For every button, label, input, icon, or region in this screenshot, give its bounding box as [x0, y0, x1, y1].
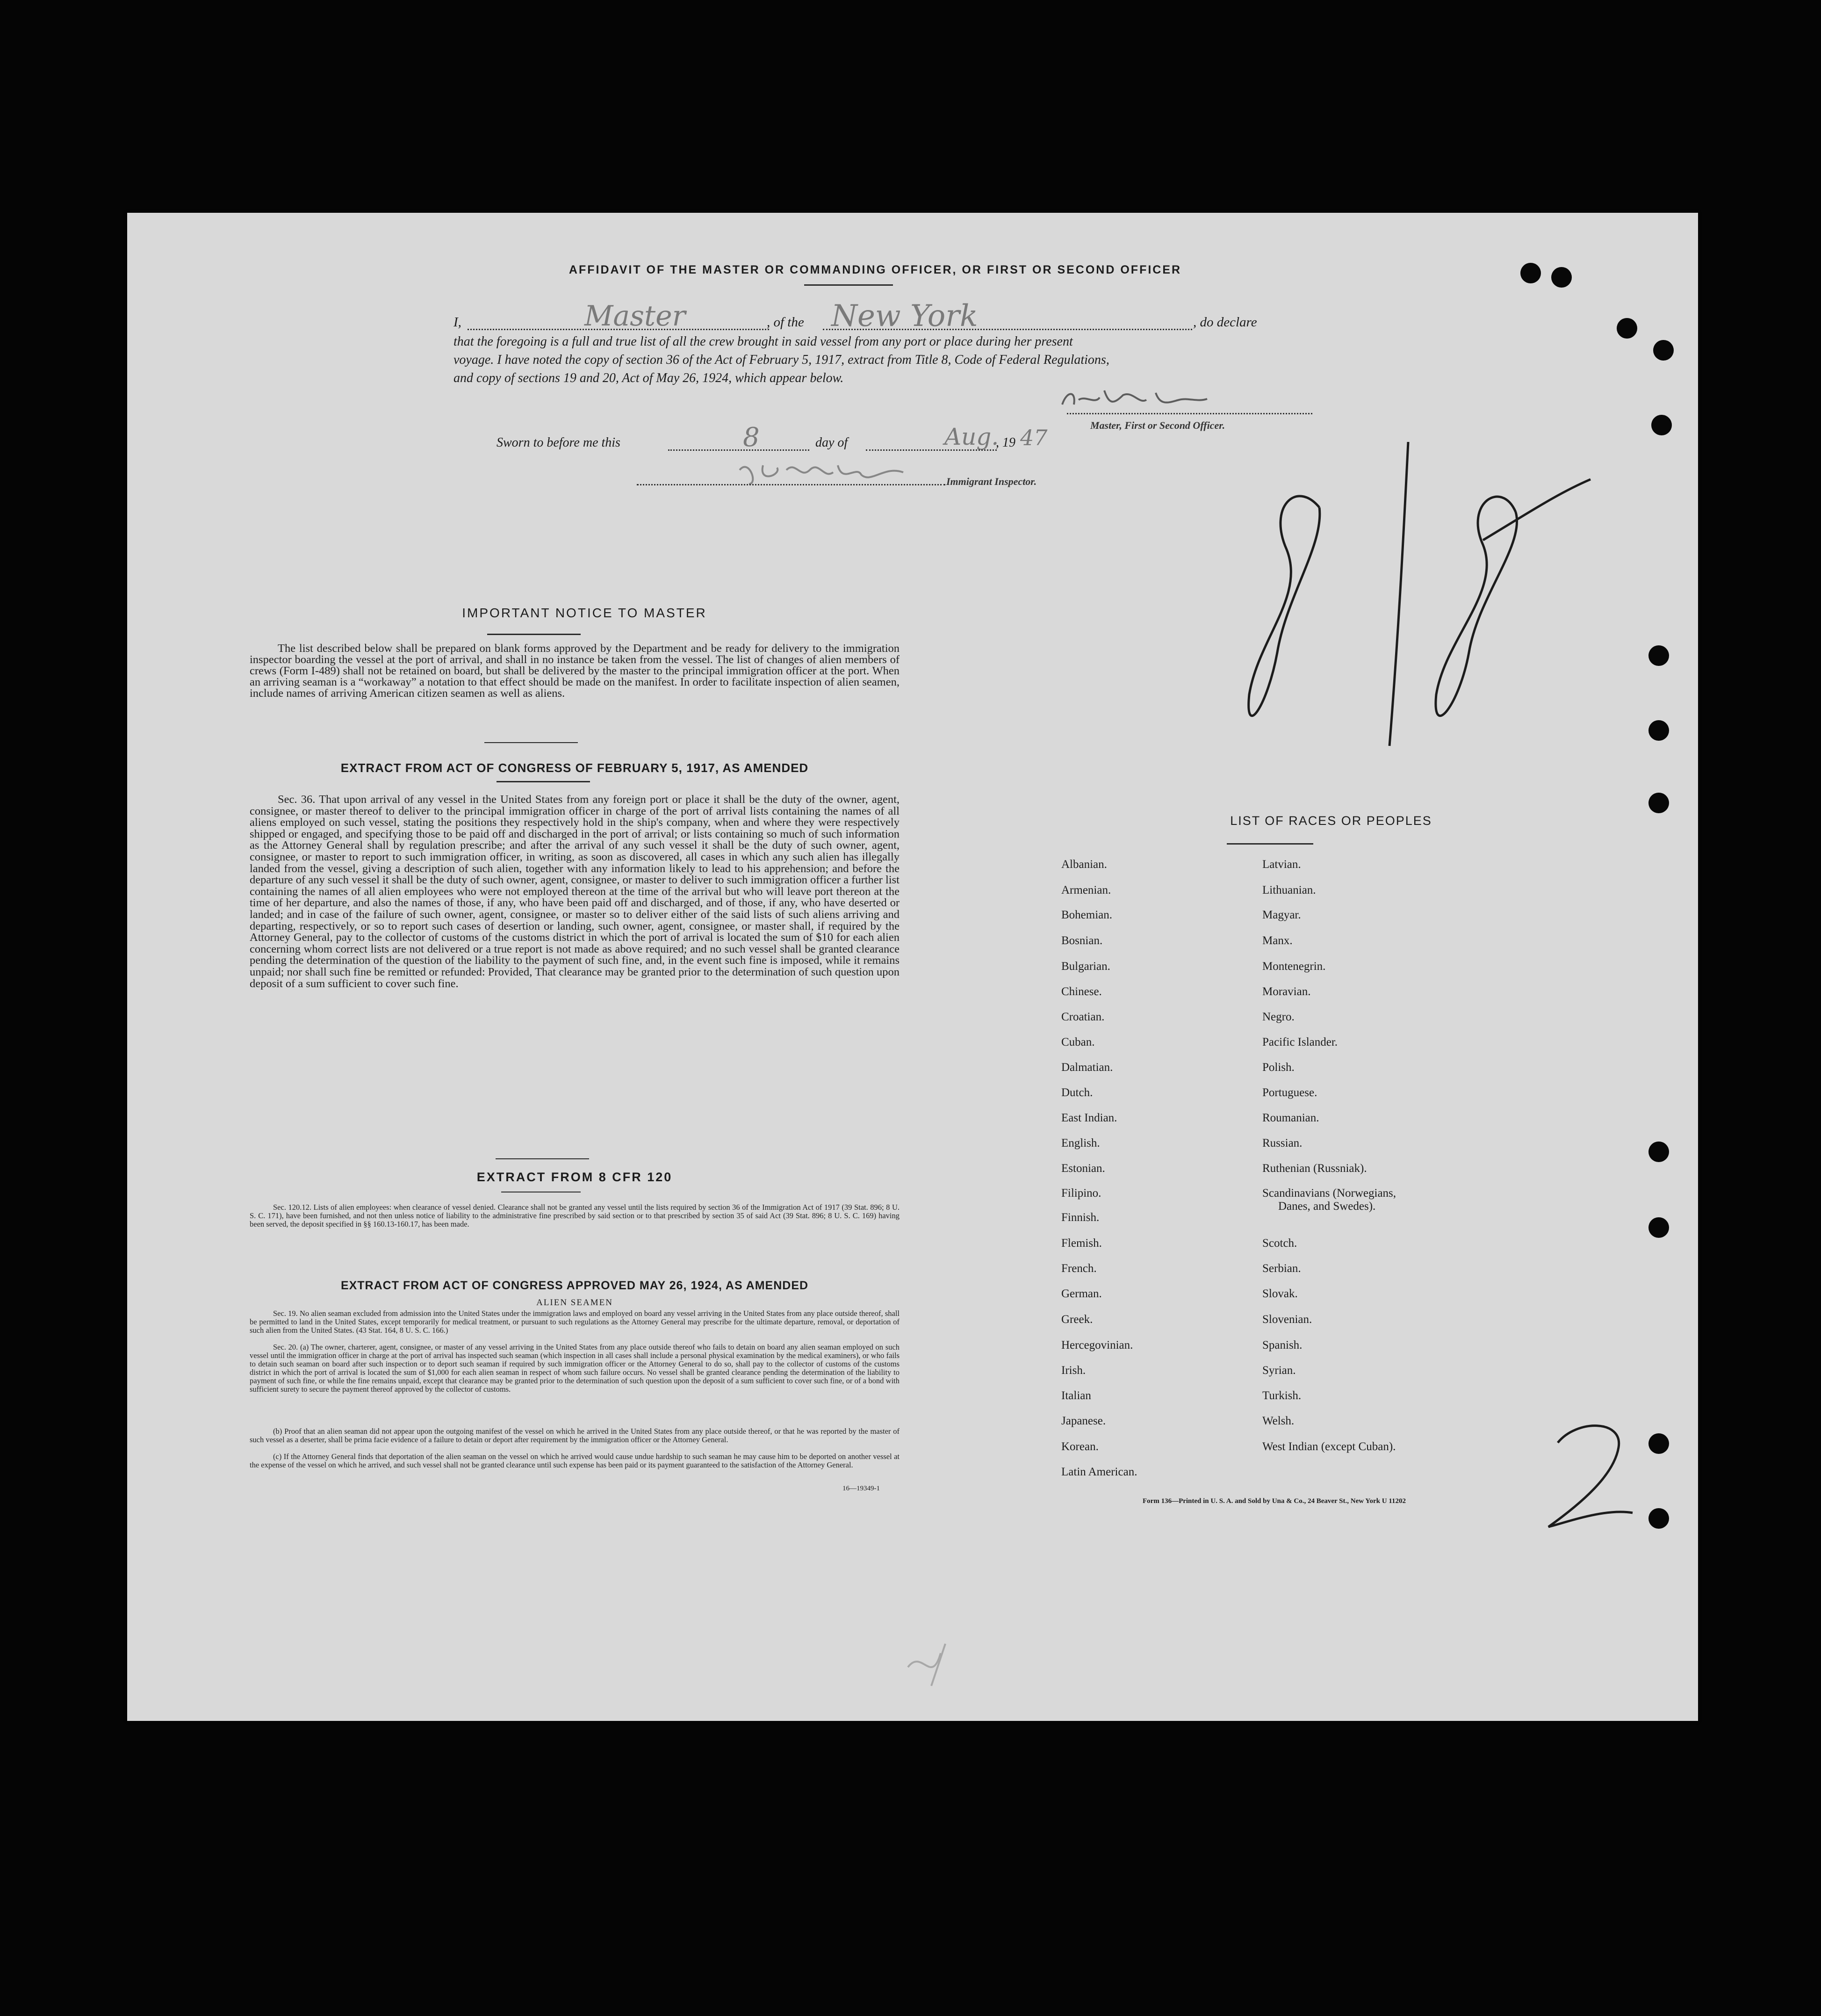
race-item: English.: [1061, 1137, 1100, 1149]
affidavit-line-2: that the foregoing is a full and true list of all the crew brought in said vessel from any port or place during her present: [453, 334, 1073, 349]
race-item: Ruthenian (Russniak).: [1262, 1162, 1367, 1175]
race-item: Bosnian.: [1061, 934, 1103, 947]
document-page: [127, 213, 1698, 1721]
punch-hole: [1648, 1217, 1669, 1238]
signer-caption: Master, First or Second Officer.: [1090, 419, 1225, 431]
act-1924-sec20c: (c) If the Attorney General finds that deportation of the alien seaman on the vessel on which he arrived would cause undue hardship to such seaman he may cause him to be deported on another vessel at the expense of the vessel on which he arrived, and such vessel shall not be granted clearance until such expense has been paid or its payment guaranteed to the satisfaction of the Attorney General.: [250, 1452, 900, 1469]
race-item: Welsh.: [1262, 1415, 1295, 1427]
race-item: Scotch.: [1262, 1237, 1297, 1250]
race-item: Hercegovinian.: [1061, 1339, 1133, 1351]
race-item: Roumanian.: [1262, 1112, 1319, 1124]
punch-hole: [1551, 267, 1572, 288]
year-prefix: , 19: [996, 435, 1015, 450]
vessel-handwritten: New York: [831, 299, 978, 333]
master-signature: [1058, 386, 1212, 414]
race-item: French.: [1061, 1262, 1097, 1275]
race-item: Pacific Islander.: [1262, 1036, 1338, 1048]
race-item: West Indian (except Cuban).: [1262, 1440, 1396, 1453]
punch-hole: [1648, 720, 1669, 741]
race-item: Portuguese.: [1262, 1086, 1317, 1099]
act-1917-title: EXTRACT FROM ACT OF CONGRESS OF FEBRUARY 5, 1917, AS AMENDED: [340, 761, 809, 775]
race-item: Chinese.: [1061, 985, 1102, 998]
inspector-caption: Immigrant Inspector.: [946, 476, 1037, 487]
act-1917-rule: [497, 781, 590, 782]
race-item: Danes, and Swedes).: [1278, 1200, 1376, 1213]
title-rule: [804, 284, 893, 286]
affidavit-line-1: [453, 299, 1454, 333]
i-label: I,: [453, 315, 461, 330]
race-item: Flemish.: [1061, 1237, 1102, 1250]
punch-hole: [1617, 318, 1637, 339]
punch-hole: [1648, 1433, 1669, 1454]
race-item: Montenegrin.: [1262, 960, 1326, 973]
race-item: Korean.: [1061, 1440, 1099, 1453]
affidavit-line-3: voyage. I have noted the copy of section 36 of the Act of February 5, 1917, extract from Title 8, Code of Federal Regulations,: [453, 353, 1109, 367]
race-item: German.: [1061, 1287, 1102, 1300]
race-item: Serbian.: [1262, 1262, 1301, 1275]
act-1924-sec20b: (b) Proof that an alien seaman did not appear upon the outgoing manifest of the vessel on which he arrived in the United States from any place outside thereof, or that he was reported by the master of such vessel as a deserter, shall be prima facie evidence of a failure to detain or deport after requirement by the immigration officer or the Attorney General.: [250, 1427, 900, 1444]
race-item: Albanian.: [1061, 858, 1107, 871]
race-item: Bulgarian.: [1061, 960, 1110, 973]
notice-end-rule: [484, 742, 578, 743]
printer-footer: Form 136—Printed in U. S. A. and Sold by Una & Co., 24 Beaver St., New York U 11202: [1143, 1497, 1406, 1505]
race-item: Polish.: [1262, 1061, 1295, 1074]
day-label: day of: [815, 435, 848, 450]
race-item: Slovak.: [1262, 1287, 1298, 1300]
race-item: Dalmatian.: [1061, 1061, 1113, 1074]
month-handwritten: Aug.: [944, 423, 999, 450]
handwritten-page-number: [1539, 1415, 1637, 1536]
handwritten-date-mark: [1202, 442, 1614, 797]
race-item: Moravian.: [1262, 985, 1311, 998]
races-title: LIST OF RACES OR PEOPLES: [1230, 814, 1432, 828]
cfr-title: EXTRACT FROM 8 CFR 120: [476, 1170, 673, 1184]
race-item: Filipino.: [1061, 1187, 1101, 1199]
act-1924-sec20a: Sec. 20. (a) The owner, charterer, agent, consignee, or master of any vessel arriving in the United States from any place outside thereof who fails to detain on board any alien seaman employed on such vessel until the immigration officer in charge at the port of arrival has inspected such seaman (which inspection in all cases shall include a personal physical examination by the medical examiners), or who fails to detain such seaman on board after such inspection or to deport such seaman if required by such immigration officer or the Attorney General to do so, shall pay to the collector of customs of the customs district in which the port of arrival is located the sum of $1,000 for each alien seaman in respect of whom such failure occurs. No vessel shall be granted clearance pending the determination of the liability to payment of such fine, or while the fine remains unpaid, except that clearance may be granted prior to the determination of such question upon the deposit of a sum sufficient to cover such fine, or of a bond with sufficient surety to secure the payment thereof approved by the collector of customs.: [250, 1343, 900, 1394]
year-handwritten: 47: [1020, 425, 1048, 450]
race-item: Turkish.: [1262, 1389, 1302, 1402]
race-item: Scandinavians (Norwegians,: [1262, 1187, 1396, 1199]
act-1924-sec19: Sec. 19. No alien seaman excluded from admission into the United States under the immigration laws and employed on board any vessel arriving in the United States from any place outside thereof, shall be permitted to land in the United States, except temporarily for medical treatment, or pursuant to such regulations as the Attorney General may prescribe for the ultimate departure, removal, or deportation of such alien from the United States. (43 Stat. 164, 8 U. S. C. 166.): [250, 1309, 900, 1335]
act-1924-subtitle: ALIEN SEAMEN: [536, 1298, 613, 1308]
notice-text: The list described below shall be prepared on blank forms approved by the Department and be ready for delivery to the immigration inspector boarding the vessel at the port of arrival, and shall in no instance be taken from the vessel. The list of changes of alien members of crews (Form I-489) shall not be retained on board, but shall be delivered by the master to the principal immigration officer at the port. When an arriving seaman is a “workaway” a notation to that effect should be made on the manifest. In order to facilitate inspection of alien seamen, include names of arriving American citizen seamen as well as aliens.: [250, 642, 900, 700]
races-rule: [1227, 843, 1313, 845]
punch-hole: [1648, 793, 1669, 813]
day-handwritten: 8: [743, 422, 760, 453]
race-item: Negro.: [1262, 1011, 1295, 1023]
punch-hole: [1648, 1508, 1669, 1529]
race-item: Finnish.: [1061, 1211, 1100, 1224]
race-item: Estonian.: [1061, 1162, 1105, 1175]
race-item: Cuban.: [1061, 1036, 1095, 1048]
affidavit-title: AFFIDAVIT OF THE MASTER OR COMMANDING OFFICER, OR FIRST OR SECOND OFFICER: [569, 263, 1182, 276]
race-item: Irish.: [1061, 1364, 1086, 1377]
capacity-handwritten: Master: [584, 300, 686, 332]
race-item: Syrian.: [1262, 1364, 1296, 1377]
race-item: Japanese.: [1061, 1415, 1106, 1427]
race-item: Lithuanian.: [1262, 884, 1316, 896]
form-code: 16—19349-1: [842, 1485, 880, 1492]
signature-line: [1067, 413, 1312, 414]
sworn-line: [497, 422, 1104, 453]
race-item: Spanish.: [1262, 1339, 1303, 1351]
race-item: Magyar.: [1262, 909, 1301, 921]
act-1917-text: Sec. 36. That upon arrival of any vessel in the United States from any foreign port or place it shall be the duty of the owner, agent, consignee, or master thereof to deliver to the principal immigration officer in charge of the port of arrival lists containing the names of all aliens employed on such vessel, stating the positions they respectively hold in the ship's company, when and where they were respectively shipped or engaged, and specifying those to be paid off and discharged in the port of arrival; or lists containing so much of such information as the Attorney General shall by regulation prescribe; and after the arrival of any such vessel it shall be the duty of such owner, agent, consignee, or master to report to such immigration officer, in writing, as soon as discovered, all cases in which any such alien has illegally landed from the vessel, giving a description of such alien, together with any information likely to lead to his apprehension; and before the departure of any such vessel it shall be the duty of such owner, agent, consignee, or master to deliver to such immigration officer a further list containing the names of all alien employees who were not employed thereon at the time of the arrival but who will leave port thereon at the time of her departure, and also the names of those, if any, who have been paid off and discharged, and of those, if any, who have deserted or landed; and in case of the failure of such owner, agent, consignee, or master so to deliver either of the said lists of such aliens arriving and departing, respectively, or so to report such cases of desertion or landing, such owner, agent, consignee, or master shall, if required by the Attorney General, pay to the collector of customs of the customs district in which the port of arrival is located the sum of $10 for each alien concerning whom correct lists are not delivered or a true report is not made as above required; and no such vessel shall be granted clearance pending the determination of the question of the liability to the payment of such fine, and, in the event such fine is imposed, while it remains unpaid; nor shall such fine be remitted or refunded: Provided, That clearance may be granted prior to the determination of such question upon deposit of a sum sufficient to cover such fine.: [250, 793, 900, 990]
race-item: Latin American.: [1061, 1466, 1137, 1478]
punch-hole: [1520, 263, 1541, 283]
race-item: Russian.: [1262, 1137, 1303, 1149]
of-the-label: , of the: [767, 315, 804, 330]
faint-mark: [899, 1639, 964, 1691]
race-item: Bohemian.: [1061, 909, 1113, 921]
race-item: Italian: [1061, 1389, 1091, 1402]
sworn-label: Sworn to before me this: [497, 435, 620, 450]
punch-hole: [1648, 645, 1669, 666]
declare-label: , do declare: [1193, 315, 1257, 330]
race-item: Armenian.: [1061, 884, 1111, 896]
punch-hole: [1648, 1142, 1669, 1162]
affidavit-line-4: and copy of sections 19 and 20, Act of May 26, 1924, which appear below.: [453, 371, 844, 385]
inspector-line: [637, 484, 945, 485]
race-item: Dutch.: [1061, 1086, 1093, 1099]
cfr-text: Sec. 120.12. Lists of alien employees: when clearance of vessel denied. Clearance shall not be granted any vessel until the lists required by section 36 of the Immigration Act of 1917 (39 Stat. 896; 8 U. S. C. 171), have been furnished, and not then unless notice of liability to the administrative fine prescribed by said section or to that prescribed by section 35 of said Act (39 Stat. 896; 8 U. S. C. 169) having been served, the deposit specified in §§ 160.13-160.17, has been made.: [250, 1203, 900, 1228]
race-item: Slovenian.: [1262, 1313, 1312, 1326]
race-item: Croatian.: [1061, 1011, 1105, 1023]
act-1924-title: EXTRACT FROM ACT OF CONGRESS APPROVED MAY 26, 1924, AS AMENDED: [340, 1279, 809, 1292]
day-field: [668, 449, 809, 451]
notice-rule: [487, 634, 581, 635]
notice-title: IMPORTANT NOTICE TO MASTER: [462, 606, 707, 620]
race-item: East Indian.: [1061, 1112, 1117, 1124]
act-1917-end-rule: [496, 1158, 589, 1159]
race-item: Manx.: [1262, 934, 1293, 947]
punch-hole: [1653, 340, 1674, 361]
race-item: Latvian.: [1262, 858, 1301, 871]
punch-hole: [1651, 415, 1672, 435]
race-item: Greek.: [1061, 1313, 1093, 1326]
